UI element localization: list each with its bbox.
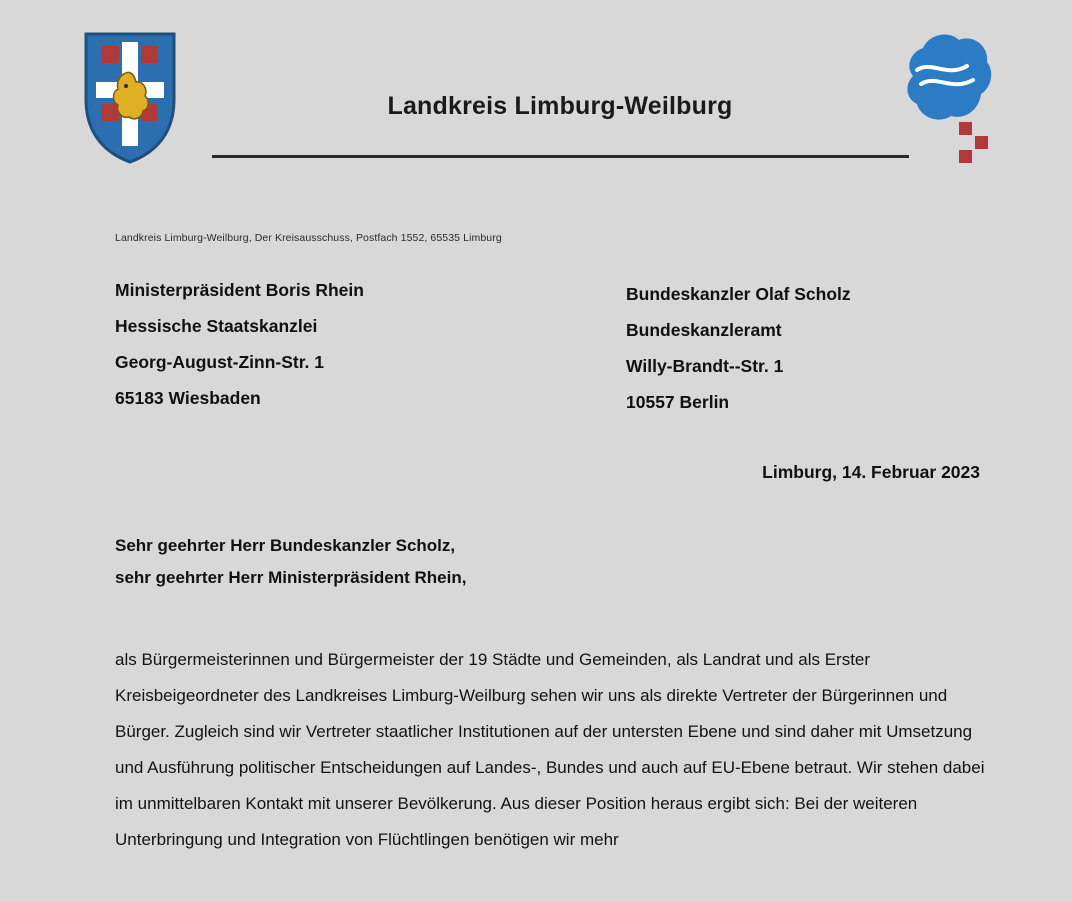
return-address-line: Landkreis Limburg-Weilburg, Der Kreisausschuss, Postfach 1552, 65535 Limburg [115,232,502,244]
letter-body [115,642,985,858]
recipient-right-line-1: Bundeskanzler Olaf Scholz [626,284,851,304]
recipient-left-line-2: Hessische Staatskanzlei [115,316,318,336]
recipient-address-left [115,272,364,416]
letter-date: Limburg, 14. Februar 2023 [762,462,980,482]
salutation-line-2: sehr geehrter Herr Ministerpräsident Rhein, [115,568,467,587]
recipient-left-line-1: Ministerpräsident Boris Rhein [115,280,364,300]
limburg-weilburg-district-map-icon [895,24,1000,174]
salutation-line-1: Sehr geehrter Herr Bundeskanzler Scholz, [115,536,456,555]
page-title: Landkreis Limburg-Weilburg [387,92,733,120]
header-divider [212,155,909,158]
letterhead [0,0,1072,195]
recipient-left-line-4: 65183 Wiesbaden [115,388,261,408]
recipient-right-line-4: 10557 Berlin [626,392,730,412]
recipient-address-right [626,276,851,420]
hesse-lion-shield-icon [82,26,178,166]
recipient-right-line-2: Bundeskanzleramt [626,320,782,340]
letter-body-paragraph: als Bürgermeisterinnen und Bürgermeister der 19 Städte und Gemeinden, als Landrat und als Erster Kreisbeigeordneter des Landkreises Limburg-Weilburg sehen wir uns als direkte Vertreter der Bürgerinnen und Bürger. Zugleich sind wir Vertreter staatlicher Institutionen auf der untersten Ebene und sind daher mit Umsetzung und Ausführung politischer Entscheidungen auf Landes-, Bundes und auch auf EU-Ebene betraut. Wir stehen dabei im unmittelbaren Kontakt mit unserer Bevölkerung. Aus dieser Position heraus ergibt sich: Bei der weiteren Unterbringung und Integration von Flüchtlingen benötigen wir mehr [115,650,985,849]
recipient-right-line-3: Willy-Brandt--Str. 1 [626,356,784,376]
recipient-left-line-3: Georg-August-Zinn-Str. 1 [115,352,325,372]
salutation [115,530,466,594]
